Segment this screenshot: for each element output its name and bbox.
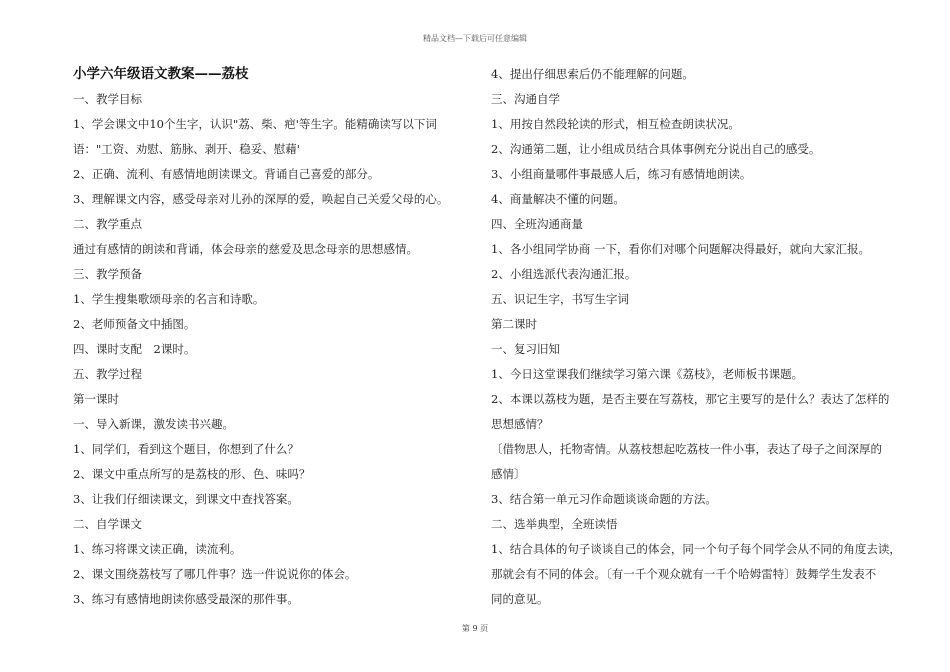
- text-line: 二、教学重点: [73, 217, 142, 231]
- text-line: 4、商量解决不懂的问题。: [491, 192, 625, 206]
- right-column: [491, 62, 901, 612]
- text-line: 1、今日这堂课我们继续学习第六课《荔枝》，老师板书课题。: [491, 367, 804, 381]
- text-line: 三、沟通自学: [491, 92, 560, 106]
- right-text-lines: [491, 62, 901, 612]
- text-line: 同的意见。: [491, 592, 549, 606]
- text-line: 3、让我们仔细读课文，到课文中查找答案。: [73, 492, 299, 506]
- text-line: 3、结合第一单元习作命题谈谈命题的方法。: [491, 492, 717, 506]
- text-line: 五、教学过程: [73, 367, 142, 381]
- text-line: 思想感情？: [491, 417, 549, 431]
- text-line: 2、正确、流利、有感情地朗读课文。背诵自己喜爱的部分。: [73, 167, 380, 181]
- text-line: 五、识记生字，书写生字词: [491, 292, 629, 306]
- text-line: 〔借物思人，托物寄情。从荔枝想起吃荔枝一件小事，表达了母子之间深厚的: [491, 442, 882, 456]
- text-line: 4、提出仔细思索后仍不能理解的问题。: [491, 67, 694, 81]
- text-line: 三、教学预备: [73, 267, 142, 281]
- text-line: 二、选举典型，全班读悟: [491, 517, 618, 531]
- text-line: 1、结合具体的句子谈谈自己的体会，同一个句子每个同学会从不同的角度去读，: [491, 542, 901, 556]
- text-line: 2、课文围绕荔枝写了哪几件事？选一件说说你的体会。: [73, 567, 357, 581]
- text-line: 2、沟通第二题，让小组成员结合具体事例充分说出自己的感受。: [491, 142, 821, 156]
- text-line: 第二课时: [491, 317, 537, 331]
- text-line: 2、课文中重点所写的是荔枝的形、色、味吗？: [73, 467, 311, 481]
- text-line: 1、各小组同学协商 一下，看你们对哪个问题解决得最好，就向大家汇报。: [491, 242, 870, 256]
- text-line: 通过有感情的朗读和背诵，体会母亲的慈爱及思念母亲的思想感情。: [73, 242, 418, 256]
- text-line: 1、学生搜集歌颂母亲的名言和诗歌。: [73, 292, 265, 306]
- text-line: 2、老师预备文中插图。: [73, 317, 196, 331]
- page-number: 第 9 页: [461, 624, 489, 633]
- text-line: 第一课时: [73, 392, 119, 406]
- document-title: 小学六年级语文教案——荔枝: [73, 66, 249, 82]
- text-line: 那就会有不同的体会。〔有一千个观众就有一千个哈姆雷特〕鼓舞学生发表不: [491, 567, 877, 581]
- text-line: 四、课时支配 2课时。: [73, 342, 196, 356]
- left-text-lines: [73, 87, 473, 612]
- text-line: 1、用按自然段轮读的形式，相互检查朗读状况。: [491, 117, 740, 131]
- text-line: 一、导入新课，激发读书兴趣。: [73, 417, 234, 431]
- text-line: 感情〕: [491, 467, 526, 481]
- text-line: 2、小组选派代表沟通汇报。: [491, 267, 637, 281]
- text-line: 一、复习旧知: [491, 342, 560, 356]
- text-line: 3、小组商量哪件事最感人后，练习有感情地朗读。: [491, 167, 752, 181]
- left-column: [73, 62, 473, 612]
- text-line: 1、练习将课文读正确，读流利。: [73, 542, 242, 556]
- page-header: 精品文档—下载后可任意编辑: [423, 34, 527, 43]
- text-line: 3、理解课文内容，感受母亲对儿孙的深厚的爱，唤起自己关爱父母的心。: [73, 192, 449, 206]
- text-line: 1、同学们，看到这个题目，你想到了什么？: [73, 442, 299, 456]
- text-line: 语："工资、劝慰、筋脉、剥开、稳妥、慰藉': [73, 142, 300, 156]
- text-line: 3、练习有感情地朗读你感受最深的那件事。: [73, 592, 299, 606]
- text-line: 1、学会课文中10个生字，认识"荔、柴、疤'等生字。能精确读写以下词: [73, 117, 437, 131]
- text-line: 四、全班沟通商量: [491, 217, 583, 231]
- text-line: 一、教学目标: [73, 92, 142, 106]
- text-line: 二、自学课文: [73, 517, 142, 531]
- text-line: 2、本课以荔枝为题，是否主要在写荔枝，那它主要写的是什么？表达了怎样的: [491, 392, 890, 406]
